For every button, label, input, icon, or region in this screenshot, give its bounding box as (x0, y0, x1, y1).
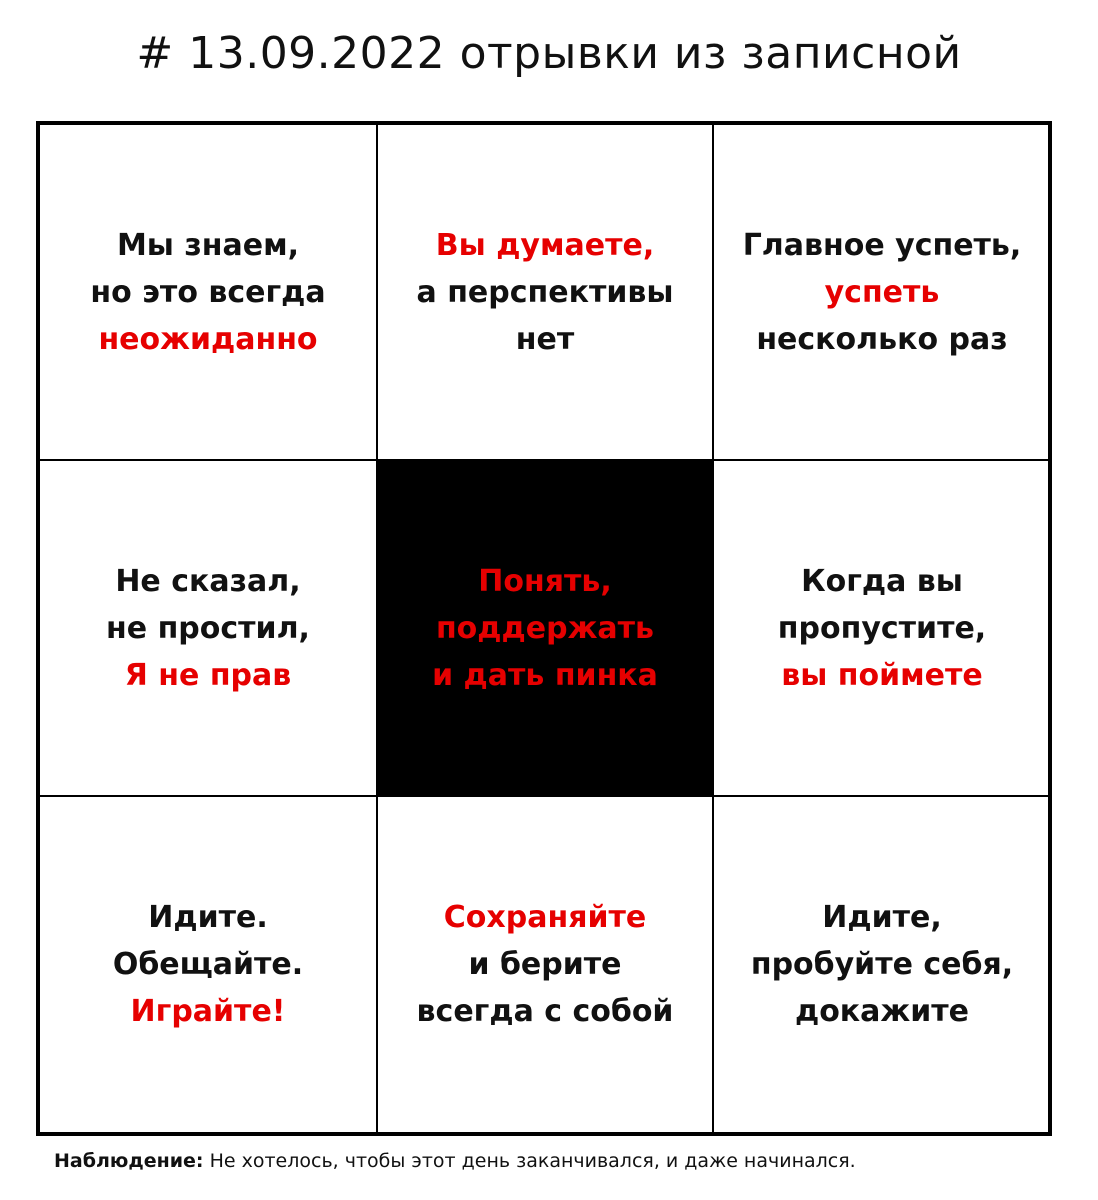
grid-cell-center (378, 461, 714, 797)
grid-cell-1 (40, 125, 378, 461)
observation-text: Не хотелось, чтобы этот день заканчивался, и даже начинался. (203, 1150, 856, 1172)
grid-cell-8 (378, 797, 714, 1132)
page-title: # 13.09.2022 отрывки из записной (136, 28, 962, 79)
cell-line: не простил, (106, 610, 310, 646)
cell-line-highlight: поддержать (435, 610, 655, 646)
cell-line: пропустите, (777, 610, 987, 646)
observation-label: Наблюдение: (54, 1150, 204, 1172)
cell-line-highlight: успеть (824, 274, 940, 310)
cell-line: Не сказал, (115, 563, 301, 599)
grid-cell-9 (714, 797, 1050, 1132)
cell-line: Идите. (148, 900, 268, 935)
grid-cell-2 (378, 125, 714, 461)
grid-cell-7 (40, 797, 378, 1132)
grid-cell-6 (714, 461, 1050, 797)
cell-line-highlight: Сохраняйте (443, 900, 647, 935)
cell-line: нет (515, 321, 575, 357)
cell-line: пробуйте себя, (750, 947, 1014, 982)
cell-line: Когда вы (801, 563, 963, 599)
cell-line-highlight: вы поймете (781, 657, 983, 693)
cell-line-highlight: и дать пинка (432, 657, 658, 693)
observation-note (54, 1150, 856, 1172)
cell-line-highlight: Вы думаете, (435, 227, 655, 263)
cell-line: несколько раз (756, 321, 1008, 357)
cell-line: Обещайте. (112, 947, 304, 982)
cell-line: Главное успеть, (742, 227, 1022, 263)
cell-line-highlight: Я не прав (124, 657, 292, 693)
cell-line: а перспективы (416, 274, 674, 310)
cell-line-highlight: Понять, (478, 563, 612, 599)
cell-line: но это всегда (90, 274, 326, 310)
cell-line: и берите (468, 947, 622, 982)
cell-line-highlight: неожиданно (98, 321, 318, 357)
cell-line: всегда с собой (416, 994, 674, 1029)
cell-line: докажите (794, 994, 970, 1029)
cell-line: Идите, (822, 900, 942, 935)
quote-grid (36, 121, 1052, 1136)
cell-line: Мы знаем, (116, 227, 300, 263)
grid-cell-3 (714, 125, 1050, 461)
cell-line-highlight: Играйте! (130, 994, 286, 1029)
grid-cell-4 (40, 461, 378, 797)
